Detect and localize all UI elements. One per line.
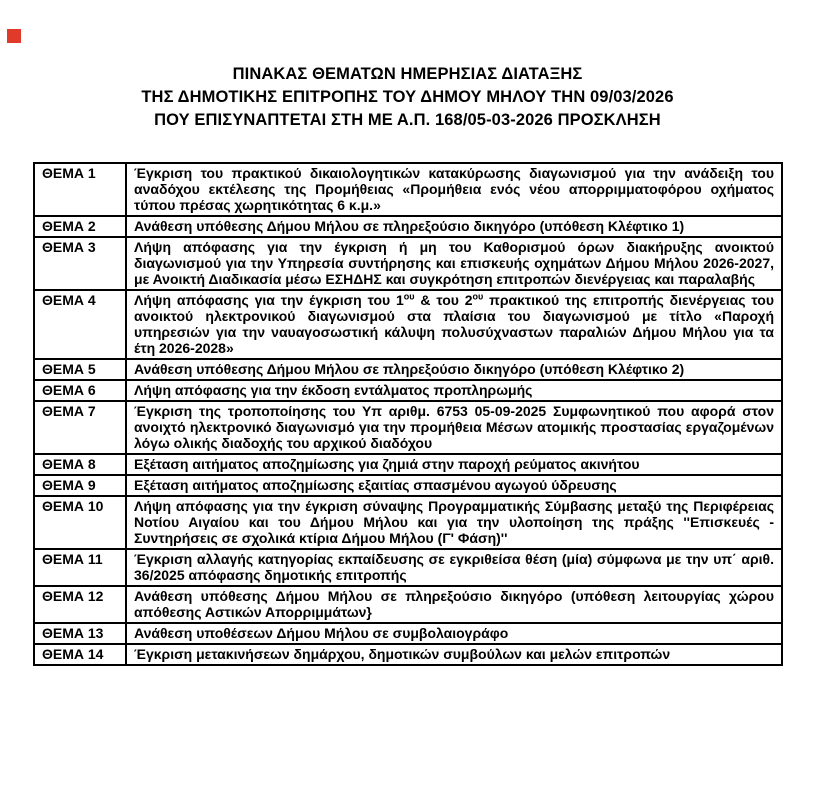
topic-text: Εξέταση αιτήματος αποζημίωσης εξαιτίας σπασμένου αγωγού ύδρευσης <box>126 475 782 496</box>
title-line-2: ΤΗΣ ΔΗΜΟΤΙΚΗΣ ΕΠΙΤΡΟΠΗΣ ΤΟΥ ΔΗΜΟΥ ΜΗΛΟΥ ΤΗΝ 09/03/2026 <box>141 88 674 106</box>
topic-text: Εξέταση αιτήματος αποζημίωσης για ζημιά στην παροχή ρεύματος ακινήτου <box>126 454 782 475</box>
topic-text: Ανάθεση υπόθεσης Δήμου Μήλου σε πληρεξούσιο δικηγόρο (υπόθεση Κλέφτικο 2) <box>126 359 782 380</box>
topic-label: ΘΕΜΑ 7 <box>34 401 126 454</box>
document-title <box>0 0 815 132</box>
text-segment: πρακτικού της επιτροπής διενέργειας του ανοικτού ηλεκτρονικού διαγωνισμού στα πλαίσια του διαγωνισμού με τίτλο «Παροχή υπηρεσιών για την ναυαγοσωστική κάλυψη πολυσύχναστων παραλιών Δήμου Μήλου για τα έτη 2026-2028» <box>134 292 774 356</box>
red-marker-icon <box>7 29 21 43</box>
topic-label: ΘΕΜΑ 11 <box>34 549 126 586</box>
title-line-3: ΠΟΥ ΕΠΙΣΥΝΑΠΤΕΤΑΙ ΣΤΗ ΜΕ Α.Π. 168/05-03-2026 ΠΡΟΣΚΛΗΣΗ <box>154 111 661 129</box>
table-row <box>34 644 782 665</box>
table-row <box>34 380 782 401</box>
table-row <box>34 586 782 623</box>
topic-text: Ανάθεση υπόθεσης Δήμου Μήλου σε πληρεξούσιο δικηγόρο (υπόθεση Κλέφτικο 1) <box>126 216 782 237</box>
table-row <box>34 163 782 216</box>
topic-label: ΘΕΜΑ 6 <box>34 380 126 401</box>
topic-text: Ανάθεση υποθέσεων Δήμου Μήλου σε συμβολαιογράφο <box>126 623 782 644</box>
topic-label: ΘΕΜΑ 1 <box>34 163 126 216</box>
table-row <box>34 475 782 496</box>
superscript-text: ου <box>403 291 415 302</box>
topic-text: Ανάθεση υπόθεσης Δήμου Μήλου σε πληρεξούσιο δικηγόρο (υπόθεση λειτουργίας χώρου απόθεσης Αστικών Απορριμμάτων} <box>126 586 782 623</box>
table-row <box>34 359 782 380</box>
topic-label: ΘΕΜΑ 13 <box>34 623 126 644</box>
topic-text <box>126 290 782 359</box>
table-row <box>34 623 782 644</box>
table-row <box>34 549 782 586</box>
topic-text: Λήψη απόφασης για την έγκριση ή μη του Καθορισμού όρων διακήρυξης ανοικτού διαγωνισμού για την Υπηρεσία συντήρησης και επισκευής οχημάτων Δήμου Μήλου 2026-2027, με Ανοικτή Διαδικασία μέσω ΕΣΗΔΗΣ και συγκρότηση επιτροπών διενέργειας και παραλαβής <box>126 237 782 290</box>
table-row <box>34 454 782 475</box>
topic-label: ΘΕΜΑ 14 <box>34 644 126 665</box>
topic-label: ΘΕΜΑ 10 <box>34 496 126 549</box>
agenda-table <box>33 162 783 666</box>
table-row <box>34 237 782 290</box>
topic-label: ΘΕΜΑ 4 <box>34 290 126 359</box>
topic-label: ΘΕΜΑ 12 <box>34 586 126 623</box>
table-row <box>34 496 782 549</box>
topic-text: Λήψη απόφασης για την έκδοση εντάλματος προπληρωμής <box>126 380 782 401</box>
topic-text: Έγκριση αλλαγής κατηγορίας εκπαίδευσης σε εγκριθείσα θέση (μία) σύμφωνα με την υπ΄ αριθ. 36/2025 απόφασης δημοτικής επιτροπής <box>126 549 782 586</box>
table-row <box>34 216 782 237</box>
text-segment: Λήψη απόφασης για την έγκριση του 1 <box>134 292 404 308</box>
topic-label: ΘΕΜΑ 3 <box>34 237 126 290</box>
topic-text: Έγκριση της τροποποίησης του Υπ αριθμ. 6753 05-09-2025 Συμφωνητικού που αφορά στον ανοιχτό ηλεκτρονικό διαγωνισμό για την προμήθεια Μέσων ατομικής προστασίας εργαζομένων λόγω ολικής διαδοχής του αρχικού διαδόχου <box>126 401 782 454</box>
table-row <box>34 290 782 359</box>
topic-text: Λήψη απόφασης για την έγκριση σύναψης Προγραμματικής Σύμβασης μεταξύ της Περιφέρειας Νοτίου Αιγαίου και του Δήμου Μήλου και για την υλοποίηση της πράξης ''Επισκευές - Συντηρήσεις σε σχολικά κτίρια Δήμου Μήλου (Γ' Φάση)'' <box>126 496 782 549</box>
table-row <box>34 401 782 454</box>
topic-text: Έγκριση του πρακτικού δικαιολογητικών κατακύρωσης διαγωνισμού για την ανάδειξη του αναδόχου εκτέλεσης της Προμήθειας «Προμήθεια ενός νέου απορριμματοφόρου οχήματος τύπου πρέσας χωρητικότητας 6 κ.μ.» <box>126 163 782 216</box>
text-segment: & του 2 <box>414 292 473 308</box>
topic-label: ΘΕΜΑ 8 <box>34 454 126 475</box>
title-line-1: ΠΙΝΑΚΑΣ ΘΕΜΑΤΩΝ ΗΜΕΡΗΣΙΑΣ ΔΙΑΤΑΞΗΣ <box>232 65 583 83</box>
topic-label: ΘΕΜΑ 5 <box>34 359 126 380</box>
topic-label: ΘΕΜΑ 2 <box>34 216 126 237</box>
topic-text: Έγκριση μετακινήσεων δημάρχου, δημοτικών συμβούλων και μελών επιτροπών <box>126 644 782 665</box>
superscript-text: ου <box>472 291 484 302</box>
topic-label: ΘΕΜΑ 9 <box>34 475 126 496</box>
